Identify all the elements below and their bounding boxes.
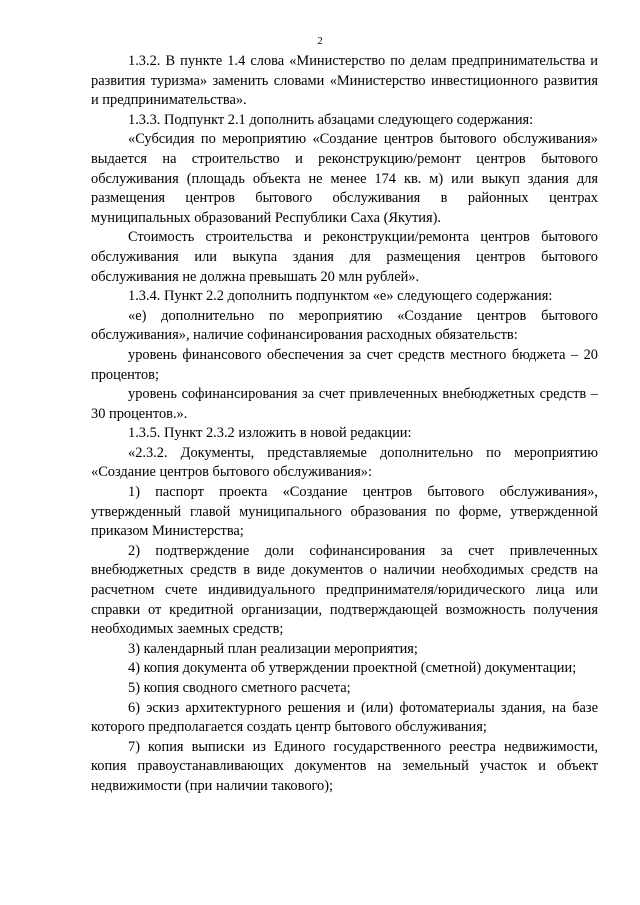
list-item-6: 6) эскиз архитектурного решения и (или) фотоматериалы здания, на базе которого предполагается создать центр бытового обслуживания; bbox=[91, 699, 598, 736]
document-body bbox=[91, 52, 598, 797]
list-item-5: 5) копия сводного сметного расчета; bbox=[128, 680, 351, 696]
paragraph-1-3-5: 1.3.5. Пункт 2.3.2 изложить в новой редакции: bbox=[128, 425, 412, 442]
list-item-1: 1) паспорт проекта «Создание центров бытового обслуживания», утвержденный главой муниципального образования по форме, утвержденной приказом Министерства; bbox=[91, 484, 598, 540]
paragraph-local-budget-level: уровень финансового обеспечения за счет средств местного бюджета – 20 процентов; bbox=[91, 346, 598, 383]
paragraph-1-3-4: 1.3.4. Пункт 2.2 дополнить подпунктом «е» следующего содержания: bbox=[128, 288, 553, 305]
page-number: 2 bbox=[317, 35, 323, 47]
paragraph-cofinancing-level: уровень софинансирования за счет привлеченных внебюджетных средств – 30 процентов.». bbox=[91, 386, 598, 422]
paragraph-1-3-2: 1.3.2. В пункте 1.4 слова «Министерство по делам предпринимательства и развития туризма» заменить словами «Министерство инвестиционного развития и предпринимательства». bbox=[91, 53, 598, 109]
list-item-2: 2) подтверждение доли софинансирования за счет привлеченных внебюджетных средств в виде документов о наличии необходимых средств на расчетном счете индивидуального предпринимателя/юридического лица или справки от кредитной организации, подтверждающей возможность получения необходимых заемных средств; bbox=[91, 542, 598, 638]
paragraph-cost-limit: Стоимость строительства и реконструкции/ремонта центров бытового обслуживания или выкупа здания для размещения центров бытового обслуживания не должна превышать 20 млн рублей». bbox=[91, 229, 598, 285]
paragraph-2-3-2: «2.3.2. Документы, представляемые дополнительно по мероприятию «Создание центров бытового обслуживания»: bbox=[91, 444, 598, 481]
paragraph-subsidy: «Субсидия по мероприятию «Создание центров бытового обслуживания» выдается на строительство и реконструкцию/ремонт центров бытового обслуживания (площадь объекта не менее 174 кв. м) или выкуп здания для размещения центров бытового обслуживания в районных центрах муниципальных образований Республики Саха (Якутия). bbox=[91, 131, 598, 226]
list-item-7: 7) копия выписки из Единого государственного реестра недвижимости, копия правоустанавливающих документов на земельный участок и объект недвижимости (при наличии такового); bbox=[91, 738, 598, 794]
paragraph-1-3-3: 1.3.3. Подпункт 2.1 дополнить абзацами следующего содержания: bbox=[128, 111, 534, 128]
list-item-3: 3) календарный план реализации мероприятия; bbox=[128, 640, 418, 657]
paragraph-subitem-e: «е) дополнительно по мероприятию «Создание центров бытового обслуживания», наличие софинансирования расходных обязательств: bbox=[91, 307, 598, 344]
list-item-4: 4) копия документа об утверждении проектной (сметной) документации; bbox=[128, 660, 577, 677]
